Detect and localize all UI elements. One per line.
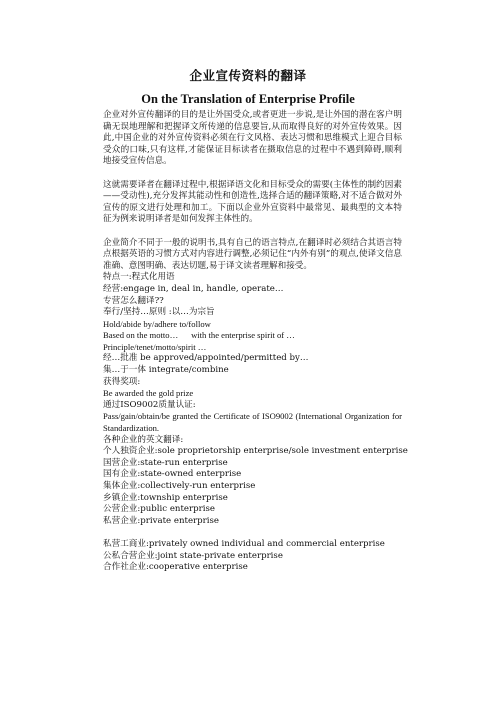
text-line: 专营怎么翻译?? <box>103 295 164 306</box>
text-line: 集…于一体 integrate/combine <box>103 365 229 376</box>
paragraph-4: Pass/gain/obtain/be granted the Certificate of ISO9002 (International Organization for Standardization. <box>103 411 402 434</box>
title-chinese: 企业宣传资料的翻译 <box>189 68 307 83</box>
text-line: Principle/tenet/motto/spirit … <box>103 341 207 352</box>
text-line: 公私合营企业:joint state-private enterprise <box>103 550 283 561</box>
text-line: 奉行/坚持…原则 :以…为宗旨 <box>103 307 215 318</box>
text-line: 合作社企业:cooperative enterprise <box>103 562 248 573</box>
text-line: 通过ISO9002质量认证: <box>103 399 196 410</box>
paragraph-gap <box>103 168 402 180</box>
text-line: 国有企业:state-owned enterprise <box>103 469 242 480</box>
paragraph-3: 企业简介不同于一般的说明书,具有自己的语言特点,在翻译时必须结合其语言特点根据英语的习惯方式对内容进行调整,必须记住“内外有别”的观点,使译文信息准确、意图明确、表达切题,易于译文读者理解和接受。 <box>103 237 402 271</box>
text-line: 集体企业:collectively-run enterprise <box>103 481 256 491</box>
text-line: 经…批准 be approved/appointed/permitted by… <box>103 353 309 364</box>
text-line: 国营企业:state-run enterprise <box>103 457 228 468</box>
title-english: On the Translation of Enterprise Profile <box>141 92 355 106</box>
text-line: 特点一:程式化用语 <box>103 272 175 283</box>
text-line: Based on the motto… with the enterprise spirit of … <box>103 330 295 341</box>
text-line: Hold/abide by/adhere to/follow <box>103 318 211 329</box>
paragraph-2: 这就需要译者在翻译过程中,根据译语文化和目标受众的需要(主体性的制约因素——受动性),充分发挥其能动性和创造性,选择合适的翻译策略,对不适合做对外宣传的原文进行处理和加工。下面以企业外宣资料中最常见、最典型的文本特征为例来说明译者是如何发挥主体性的。 <box>103 179 402 225</box>
text-line: 个人独资企业:sole proprietorship enterprise/sole investment enterprise <box>103 446 408 457</box>
paragraph-gap <box>103 527 402 539</box>
text-line: 乡镇企业:township enterprise <box>103 492 228 503</box>
text-line: 各种企业的英文翻译: <box>103 434 184 445</box>
text-line: 公营企业:public enterprise <box>103 504 215 515</box>
text-line: 私营工商业:privately owned individual and commercial enterprise <box>103 538 385 549</box>
text-line: 私营企业:private enterprise <box>103 515 219 526</box>
paragraph-gap <box>103 226 402 238</box>
text-line: 获得奖项: <box>103 376 141 387</box>
text-line: 经营:engage in, deal in, handle, operate… <box>103 283 284 294</box>
paragraph-1: 企业对外宣传翻译的目的是让外国受众,或者更进一步说,是让外国的潜在客户明确无误地理解和把握译文所传递的信息要旨,从而取得良好的对外宣传效果。因此,中国企业的对外宣传资料必须在行文风格、表达习惯和思维模式上迎合目标受众的口味,只有这样,才能保证目标读者在摄取信息的过程中不遇到障碍,顺利地接受宣传信息。 <box>103 110 402 167</box>
text-line: Be awarded the gold prize <box>103 388 194 399</box>
document-body <box>103 110 408 574</box>
